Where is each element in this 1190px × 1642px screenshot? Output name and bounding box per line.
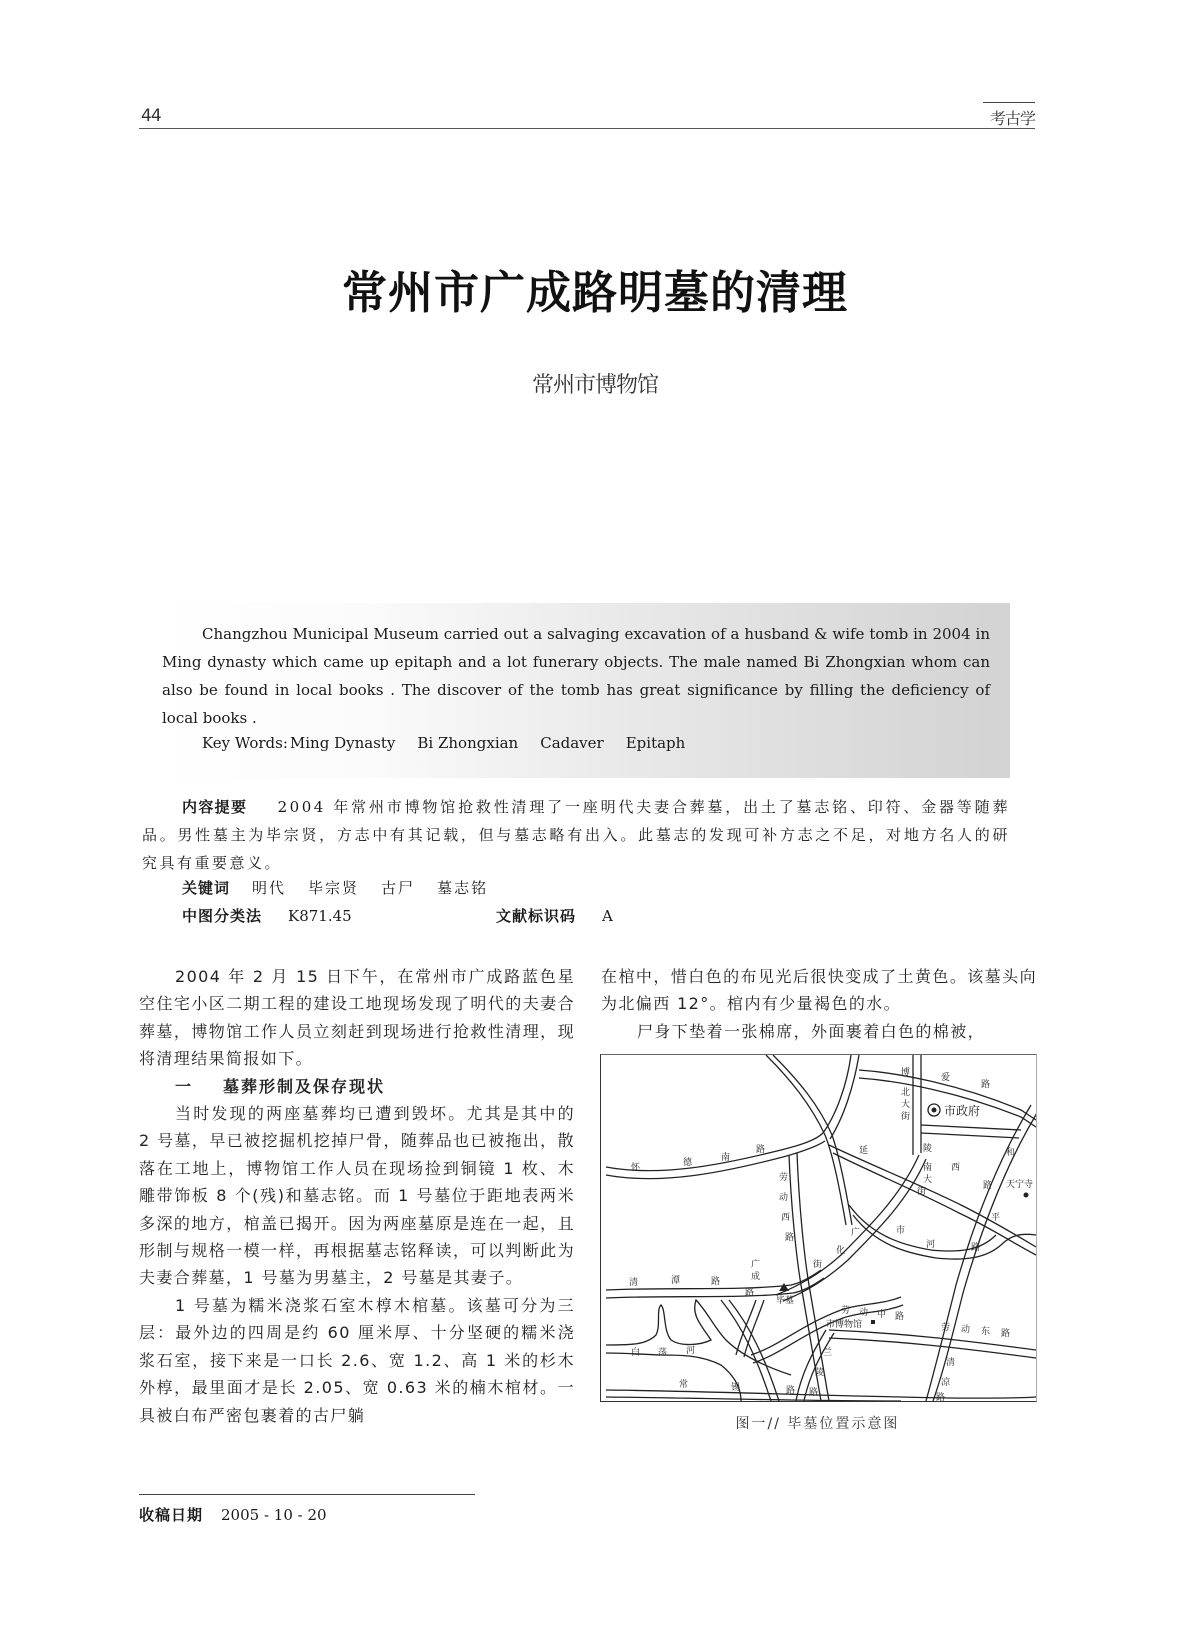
- map-road-label: 街: [901, 1112, 911, 1122]
- map-road-label: 路: [786, 1386, 796, 1396]
- body-paragraph: 在棺中，惜白色的布见光后很快变成了土黄色。该墓头向为北偏西 12°。棺内有少量褐色的水。: [601, 967, 1037, 1014]
- doc-code-value: A: [602, 907, 613, 925]
- map-road-label: 陵: [815, 1368, 825, 1378]
- map-road-label: 动: [961, 1325, 971, 1335]
- chinese-keyword: 毕宗贤: [308, 879, 360, 897]
- body-paragraph: 2004 年 2 月 15 日下午，在常州市广成路蓝色星空住宅小区二期工程的建设工地现场发现了明代的夫妻合葬墓，博物馆工作人员立刻赶到现场进行抢救性清理，现将清理结果简报如下。: [139, 967, 575, 1069]
- english-abstract-text: Changzhou Municipal Museum carried out a salvaging excavation of a husband & wife tomb in 2004 in Ming dynasty which came up epitaph and a lot funerary objects. The male named Bi Zhongxian whom can also be found in local books . The discover of the tomb has great significance by filling the deficiency of local books .: [162, 625, 990, 727]
- map-road-label: 中: [877, 1310, 887, 1320]
- article-author: 常州市博物馆: [531, 373, 658, 398]
- page-number: 44: [141, 106, 161, 126]
- map-road-label: 动: [779, 1193, 789, 1203]
- map-road-label: 大: [923, 1175, 933, 1185]
- map-road-label: 成: [751, 1272, 761, 1282]
- body-left-column: [139, 963, 575, 1429]
- chinese-abstract: [142, 793, 1010, 877]
- map-road-label: 河: [686, 1346, 696, 1356]
- map-road-label: 东: [981, 1327, 991, 1337]
- map-road-label: 劳: [779, 1173, 789, 1183]
- header-rule: [139, 128, 1035, 129]
- english-abstract-box: [150, 603, 1010, 778]
- map-road-label: 平: [991, 1213, 1001, 1223]
- map-road-label: 化: [836, 1246, 846, 1256]
- map-road-label: 北: [901, 1088, 911, 1098]
- journal-name: 考古学: [989, 109, 1035, 128]
- map-road-label: 南: [721, 1153, 731, 1163]
- map-road-label: 南: [923, 1163, 933, 1173]
- map-label-city-hall: 市政府: [944, 1104, 981, 1118]
- map-road-label: 兰: [823, 1348, 833, 1358]
- classification-label: 中图分类法: [182, 907, 263, 925]
- map-road-label: 荡: [658, 1348, 668, 1358]
- baidang-river: [606, 1300, 791, 1375]
- map-road-label: 锡: [731, 1383, 741, 1393]
- english-keyword: Bi Zhongxian: [417, 734, 519, 752]
- journal-name-overline: [983, 102, 1035, 103]
- body-paragraph: 尸身下垫着一张棉席，外面裹着白色的棉被，: [637, 1021, 986, 1041]
- map-road-label: 常: [679, 1380, 689, 1390]
- section-heading: [139, 1073, 575, 1100]
- body-paragraph: 当时发现的两座墓葬均已遭到毁坏。尤其是其中的 2 号墓，早已被挖掘机挖掉尸骨，随葬品也已被拖出，散落在工地上，博物馆工作人员在现场捡到铜镜 1 枚、木雕带饰板 8 个(残)和墓志铭。而 1 号墓位于距地表两米多深的地方，棺盖已揭开。因为两座墓原是连在一起，且形制与规格一模一样，再根据墓志铭释读，可以判断此为夫妻合葬墓，1 号墓为男墓主，2 号墓是其妻子。: [139, 1104, 575, 1288]
- map-road-label: 路: [711, 1277, 721, 1287]
- map-road-label: 博: [901, 1068, 911, 1078]
- map-road-label: 清: [629, 1278, 639, 1288]
- map-road-label: 街: [917, 1187, 927, 1197]
- road-heping: [926, 1105, 1034, 1401]
- chinese-keyword: 明代: [252, 879, 287, 897]
- map-road-label: 怀: [631, 1163, 641, 1173]
- map-road-label: 爱: [941, 1073, 951, 1083]
- chinese-keywords-label: 关键词: [182, 879, 231, 897]
- chinese-keyword: 古尸: [381, 879, 416, 897]
- city-hall-marker-center: [932, 1108, 937, 1113]
- map-caption: 图一// 毕墓位置示意图: [735, 1416, 900, 1432]
- map-road-label: 路: [981, 1080, 991, 1090]
- map-road-label: 动: [859, 1308, 869, 1318]
- footnote-rule: [139, 1494, 475, 1495]
- map-road-label: 陵: [923, 1144, 933, 1154]
- location-map: [600, 1054, 1037, 1402]
- doc-code-label: 文献标识码: [496, 907, 577, 925]
- map-road-label: 清: [946, 1358, 956, 1368]
- map-road-label: 广: [751, 1260, 761, 1270]
- map-label-city-museum: 市博物馆: [826, 1320, 863, 1330]
- section-number: 一: [175, 1076, 194, 1096]
- map-road-label: 路: [785, 1233, 795, 1243]
- map-road-label: 路: [983, 1181, 993, 1191]
- chinese-abstract-label: 内容提要: [182, 798, 248, 816]
- map-road-label: 街: [813, 1260, 823, 1270]
- map-road-label: 大: [901, 1100, 911, 1110]
- map-road-label: 市: [896, 1226, 906, 1236]
- running-header: [139, 100, 1035, 130]
- map-road-label: 路: [971, 1243, 981, 1253]
- english-keyword: Ming Dynasty: [289, 734, 396, 752]
- map-road-label: 白: [631, 1348, 641, 1358]
- english-keyword: Epitaph: [625, 734, 686, 752]
- map-road-label: 西: [781, 1213, 791, 1223]
- received-date-value: 2005 - 10 - 20: [221, 1506, 327, 1524]
- body-paragraph: 1 号墓为糯米浇浆石室木椁木棺墓。该墓可分为三层：最外边的四周是约 60 厘米厚、十分坚硬的糯米浇浆石室，接下来是一口长 2.6、宽 1.2、高 1 米的杉木外椁，最里面才是长 2.05、宽 0.63 米的楠木棺材。一具被白布严密包裹着的古尸躺: [139, 1295, 575, 1425]
- map-road-label: 德: [683, 1158, 693, 1168]
- map-road-label: 西: [951, 1163, 961, 1173]
- map-road-label: 路: [1001, 1329, 1011, 1339]
- received-date: [139, 1504, 327, 1525]
- map-road-label: 劳: [841, 1306, 851, 1316]
- article-title: 常州市广成路明墓的清理: [341, 266, 848, 319]
- road-changxi: [606, 1390, 1036, 1398]
- map-drawing: [601, 1055, 1036, 1401]
- map-road-label: 凉: [941, 1378, 951, 1388]
- map-road-label: 路: [895, 1312, 905, 1322]
- map-road-label: 河: [926, 1240, 936, 1250]
- road-yanling-west: [829, 1145, 1036, 1247]
- body-right-column: [601, 963, 1037, 1045]
- section-title: 墓葬形制及保存现状: [223, 1076, 386, 1096]
- map-road-label: 路: [756, 1145, 766, 1155]
- city-museum-marker: [871, 1320, 875, 1324]
- map-road-label: 广: [851, 1228, 861, 1238]
- map-road-label: 路: [936, 1393, 946, 1401]
- english-keyword: Cadaver: [540, 734, 604, 752]
- map-road-label: 路: [809, 1388, 819, 1398]
- tianning-temple-marker: [1024, 1193, 1029, 1198]
- classification-value: K871.45: [288, 907, 352, 925]
- english-keywords-label: Key Words:: [202, 734, 288, 752]
- map-road-label: 路: [745, 1288, 755, 1298]
- classification-line: [182, 905, 613, 926]
- received-date-label: 收稿日期: [139, 1506, 204, 1524]
- map-label-tianning-temple: 天宁寺: [1006, 1180, 1034, 1190]
- chinese-abstract-text: 2004 年常州市博物馆抢救性清理了一座明代夫妻合葬墓，出土了墓志铭、印符、金器等随葬品。男性墓主为毕宗贤，方志中有其记载，但与墓志略有出入。此墓志的发现可补方志之不足，对地方名人的研究具有重要意义。: [142, 798, 1010, 872]
- map-road-label: 劳: [941, 1323, 951, 1333]
- map-road-label: 潭: [671, 1276, 681, 1286]
- map-road-label: 延: [859, 1146, 869, 1156]
- chinese-keyword: 墓志铭: [437, 879, 489, 897]
- map-road-label: 和: [1006, 1148, 1016, 1158]
- bi-tomb-marker: [779, 1283, 789, 1291]
- map-label-bi-tomb: 毕墓: [776, 1296, 795, 1306]
- chinese-keywords: [182, 877, 488, 898]
- english-keywords: [202, 734, 707, 752]
